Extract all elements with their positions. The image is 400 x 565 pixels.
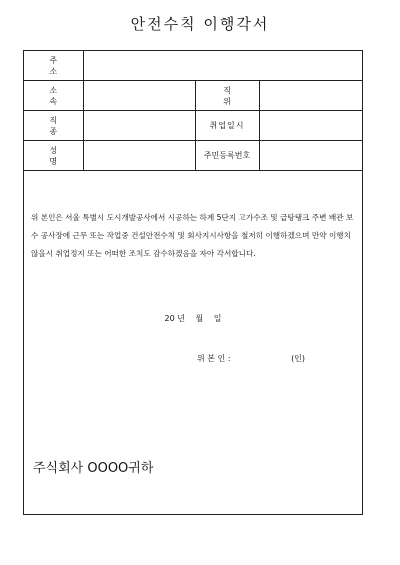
signer-label: 위 본 인 : (197, 354, 231, 363)
company-addressee: 주식회사 OOOO귀하 (33, 461, 154, 476)
date-day: 일 (213, 314, 222, 323)
affiliation-field[interactable] (83, 81, 195, 111)
date-month: 월 (195, 314, 204, 323)
position-field[interactable] (259, 81, 362, 111)
resident-no-field[interactable] (259, 141, 362, 171)
job-label: 직 종 (24, 111, 83, 141)
document-title: 안전수칙 이행각서 (130, 15, 270, 33)
resident-no-label: 주민등록번호 (195, 141, 259, 171)
signer-line (197, 353, 305, 364)
position-label: 직 위 (195, 81, 259, 111)
pledge-text: 위 본인은 서울 특별시 도시개발공사에서 시공하는 하계 5단지 고가수조 및 급탕탱크 주변 배관 보수 공사장에 근무 또는 작업중 건설안전수칙 및 회사지시사항을 철저히 이행하겠으며 만약 이행치 않을시 취업정지 또는 어떠한 조치도 감수하겠음을 자아 각서합니다. (31, 213, 354, 258)
seal-mark: (인) (291, 354, 306, 363)
hire-date-field[interactable] (259, 111, 362, 141)
info-table (24, 51, 362, 171)
date-line (24, 313, 362, 324)
address-row (24, 51, 362, 81)
affiliation-label: 소 속 (24, 81, 83, 111)
job-row (24, 111, 362, 141)
name-field[interactable] (83, 141, 195, 171)
affiliation-row (24, 81, 362, 111)
address-field[interactable] (83, 51, 362, 81)
date-year: 20 년 (164, 314, 185, 323)
hire-date-label: 취업일시 (195, 111, 259, 141)
job-field[interactable] (83, 111, 195, 141)
name-label: 성 명 (24, 141, 83, 171)
address-label: 주 소 (24, 51, 83, 81)
pledge-form (23, 50, 363, 515)
name-row (24, 141, 362, 171)
